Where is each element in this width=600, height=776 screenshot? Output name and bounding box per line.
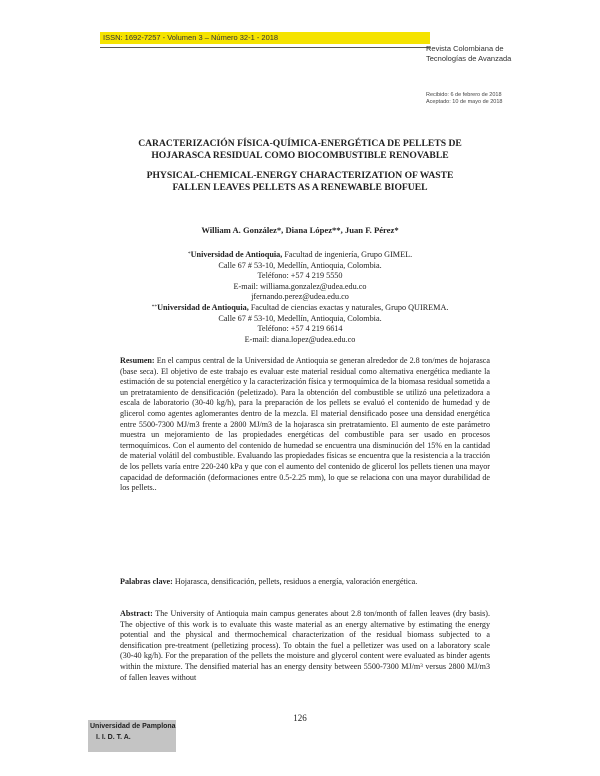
keywords-text: Hojarasca, densificación, pellets, residuos a energía, valoración energética. — [172, 577, 418, 586]
title-english — [80, 170, 520, 194]
issn-line: ISSN: 1692-7257 - Volumen 3 – Número 32-1 - 2018 — [103, 33, 279, 42]
abstract-superscript: 3 — [420, 662, 423, 669]
abstract-text: The University of Antioquia main campus generates about 2.8 ton/month of fallen leaves (dry basis). The objective of this work is to evaluate this waste material as an energy alternative by estimating the energy potential and the physical and thermochemical characterization of the residual biomass subjected to a densification pre-treatment (pelletizing process). To obtain the fuel a pelletizer was used on a laboratory scale (30-40 kg/h). For the preparation of the pellets the moisture and glycerol content were evaluated as binder agents within the mixture. The densified material has an energy density between 5500-7300 MJ/m — [120, 609, 490, 671]
submission-dates — [426, 92, 502, 106]
affiliation-2-mark: ** — [151, 303, 158, 310]
footer-institution-box — [88, 720, 176, 752]
keywords-label: Palabras clave: — [120, 577, 173, 586]
journal-name — [426, 44, 511, 64]
footer-institute: I. I. D. T. A. — [96, 734, 131, 741]
affiliation-1-address: Calle 67 # 53-10, Medellín, Antioquia, Colombia. — [218, 260, 382, 270]
footer-university: Universidad de Pamplona — [90, 723, 176, 730]
title-spanish — [80, 138, 520, 162]
title-spanish-line1: CARACTERIZACIÓN FÍSICA-QUÍMICA-ENERGÉTICA DE PELLETS DE — [138, 138, 462, 149]
affiliation-1-line — [80, 250, 520, 261]
affiliation-2-faculty: Facultad de ciencias exactas y naturales, Grupo QUIREMA. — [248, 302, 449, 312]
keywords-paragraph — [120, 577, 490, 588]
header-rule — [100, 47, 430, 48]
journal-name-line1: Revista Colombiana de — [426, 44, 504, 53]
accepted-date: Aceptado: 10 de mayo de 2018 — [426, 99, 503, 105]
abstract-tail: versus 2800 MJ/m3 of fallen leaves without — [120, 661, 490, 682]
affiliation-2-address: Calle 67 # 53-10, Medellín, Antioquia, Colombia. — [218, 313, 382, 323]
affiliation-2-university: Universidad de Antioquia, — [157, 302, 249, 312]
journal-name-line2: Tecnologías de Avanzada — [426, 54, 512, 63]
received-date: Recibido: 6 de febrero de 2018 — [426, 92, 502, 98]
affiliation-1-email[interactable]: E-mail: williama.gonzalez@udea.edu.co — [233, 281, 367, 291]
affiliation-1-phone: Teléfono: +57 4 219 5550 — [257, 271, 343, 281]
resumen-paragraph — [120, 356, 490, 494]
title-spanish-line2: HOJARASCA RESIDUAL COMO BIOCOMBUSTIBLE RENOVABLE — [151, 150, 449, 161]
affiliation-2-phone: Teléfono: +57 4 219 6614 — [257, 324, 343, 334]
affiliation-1-faculty: Facultad de ingeniería, Grupo GIMEL. — [282, 250, 413, 259]
author-list: William A. González*, Diana López**, Juan F. Pérez* — [201, 225, 399, 235]
abstract-paragraph — [120, 609, 490, 683]
affiliation-1-email-2[interactable]: jfernando.perez@udea.edu.co — [251, 292, 349, 302]
resumen-label: Resumen: — [120, 356, 155, 365]
affiliation-1-mark: * — [187, 251, 191, 257]
affiliation-1-university: Universidad de Antioquia, — [190, 250, 283, 259]
affiliation-2-email[interactable]: E-mail: diana.lopez@udea.edu.co — [244, 334, 356, 344]
resumen-text: En el campus central de la Universidad de Antioquia se generan alrededor de 2.8 ton/mes de hojarasca (base seca). El objetivo de este trabajo es evaluar este material residual como alternativa energética mediante la estimación de su potencial energético y la caracterización física y termoquímica de la biomasa residual sometida a un pretratamiento de densificación (peletizado). Para la obtención del combustible se utilizó una peletizadora a escala de laboratorio (30-40 kg/h), para la preparación de los pellets se evaluó el contenido de humedad y de glicerol como agentes aglomerantes dentro de la mezcla. El material densificado posee una densidad energética entre 5500-7300 MJ/m3 frente a 2800 MJ/m3 de la hojarasca sin pretratamiento. El aumento de este parámetro muestra un mejoramiento de las propiedades energéticas del combustible para ser usado en procesos termoquímicos. Con el aumento del contenido de humedad se encuentra una disminución del 15% en la cantidad de material volátil del combustible. Evaluando las propiedades físicas se encuentra que la resistencia a la tracción de los pellets varía entre 220-240 kPa y que con el aumento del contenido de glicerol los pellets tienen una mayor capacidad de deformación (deformaciones entre 0.5-2.25 mm), lo que se relaciona con una mayor durabilidad de los pellets.. — [120, 356, 490, 493]
affiliations — [80, 250, 520, 345]
title-english-line1: PHYSICAL-CHEMICAL-ENERGY CHARACTERIZATION OF WASTE — [146, 170, 454, 181]
title-english-line2: FALLEN LEAVES PELLETS AS A RENEWABLE BIOFUEL — [172, 182, 428, 193]
affiliation-2-line — [80, 303, 520, 314]
page-number: 126 — [293, 713, 307, 723]
abstract-label: Abstract: — [120, 609, 153, 618]
